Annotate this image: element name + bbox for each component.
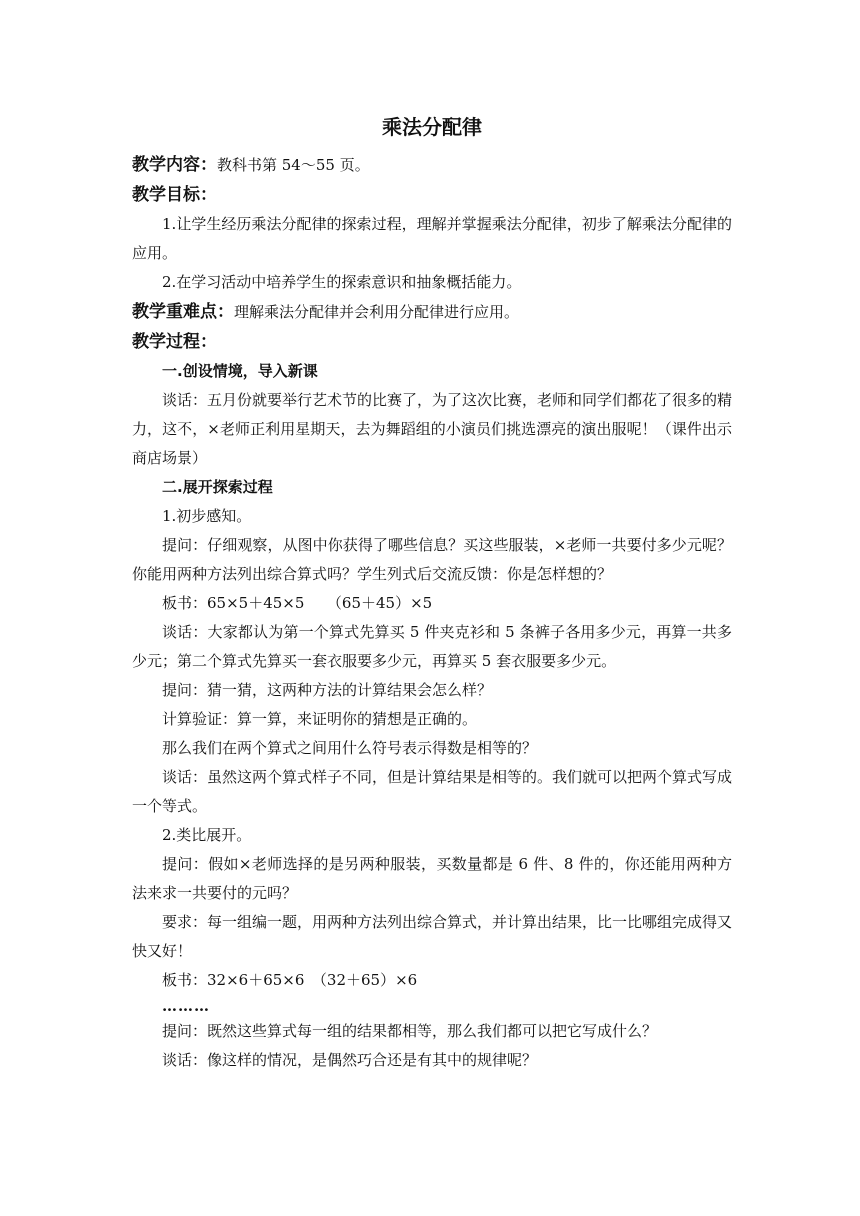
- content-label: 教学内容：: [132, 155, 217, 175]
- goal-item: 2.在学习活动中培养学生的探索意识和抽象概括能力。: [162, 273, 522, 291]
- goal-item: 1.让学生经历乘法分配律的探索过程，理解并掌握乘法分配律，初步了解乘法分配律的应用。: [132, 215, 732, 262]
- section2-paragraph: 板书：65×5＋45×5 （65＋45）×5: [162, 594, 433, 612]
- section2-paragraph: 谈话：大家都认为第一个算式先算买 5 件夹克衫和 5 条裤子各用多少元，再算一共多少元；第二个算式先算买一套衣服要多少元，再算买 5 套衣服要多少元。: [132, 623, 732, 670]
- goals-label: 教学目标：: [132, 185, 217, 205]
- section2-paragraph: 计算验证：算一算，来证明你的猜想是正确的。: [162, 710, 478, 728]
- section2-paragraph: 提问：仔细观察，从图中你获得了哪些信息？买这些服装，×老师一共要付多少元呢？你能用两种方法列出综合算式吗？学生列式后交流反馈：你是怎样想的？: [132, 536, 732, 583]
- content-text: 教科书第 54～55 页。: [217, 156, 370, 174]
- section2-paragraph: 那么我们在两个算式之间用什么符号表示得数是相等的？: [162, 739, 538, 757]
- section2-heading: 二.展开探索过程: [162, 478, 273, 496]
- section2-paragraph: 板书：32×6＋65×6 （32＋65）×6: [162, 971, 418, 989]
- ellipsis: ………: [162, 997, 210, 1015]
- document-page: [132, 112, 732, 1075]
- closing-paragraph: 提问：既然这些算式每一组的结果都相等，那么我们都可以把它写成什么？: [162, 1022, 658, 1040]
- key-points-text: 理解乘法分配律并会利用分配律进行应用。: [234, 303, 520, 321]
- section2-paragraph: 谈话：虽然这两个算式样子不同，但是计算结果是相等的。我们就可以把两个算式写成一个等式。: [132, 768, 733, 815]
- section1-paragraph: 谈话：五月份就要举行艺术节的比赛了，为了这次比赛，老师和同学们都花了很多的精力，这不，×老师正利用星期天，去为舞蹈组的小演员们挑选漂亮的演出服呢！（课件出示商店场景）: [132, 391, 733, 467]
- key-points-label: 教学重难点：: [132, 302, 234, 322]
- section2-paragraph: 提问：假如×老师选择的是另两种服装，买数量都是 6 件、8 件的，你还能用两种方法来求一共要付的元吗？: [132, 855, 732, 902]
- section2-paragraph: 提问：猜一猜，这两种方法的计算结果会怎么样？: [162, 681, 493, 699]
- process-label: 教学过程：: [132, 332, 217, 352]
- closing-paragraph: 谈话：像这样的情况，是偶然巧合还是有其中的规律呢？: [162, 1051, 538, 1069]
- section2-paragraph: 要求：每一组编一题，用两种方法列出综合算式，并计算出结果，比一比哪组完成得又快又好！: [132, 913, 733, 960]
- page-title: 乘法分配律: [382, 115, 482, 139]
- content-line: [132, 150, 732, 180]
- section2-paragraph: 2.类比展开。: [162, 826, 252, 844]
- section2-paragraph: 1.初步感知。: [162, 507, 252, 525]
- section1-heading: 一.创设情境，导入新课: [162, 362, 318, 380]
- key-points-line: [132, 297, 732, 327]
